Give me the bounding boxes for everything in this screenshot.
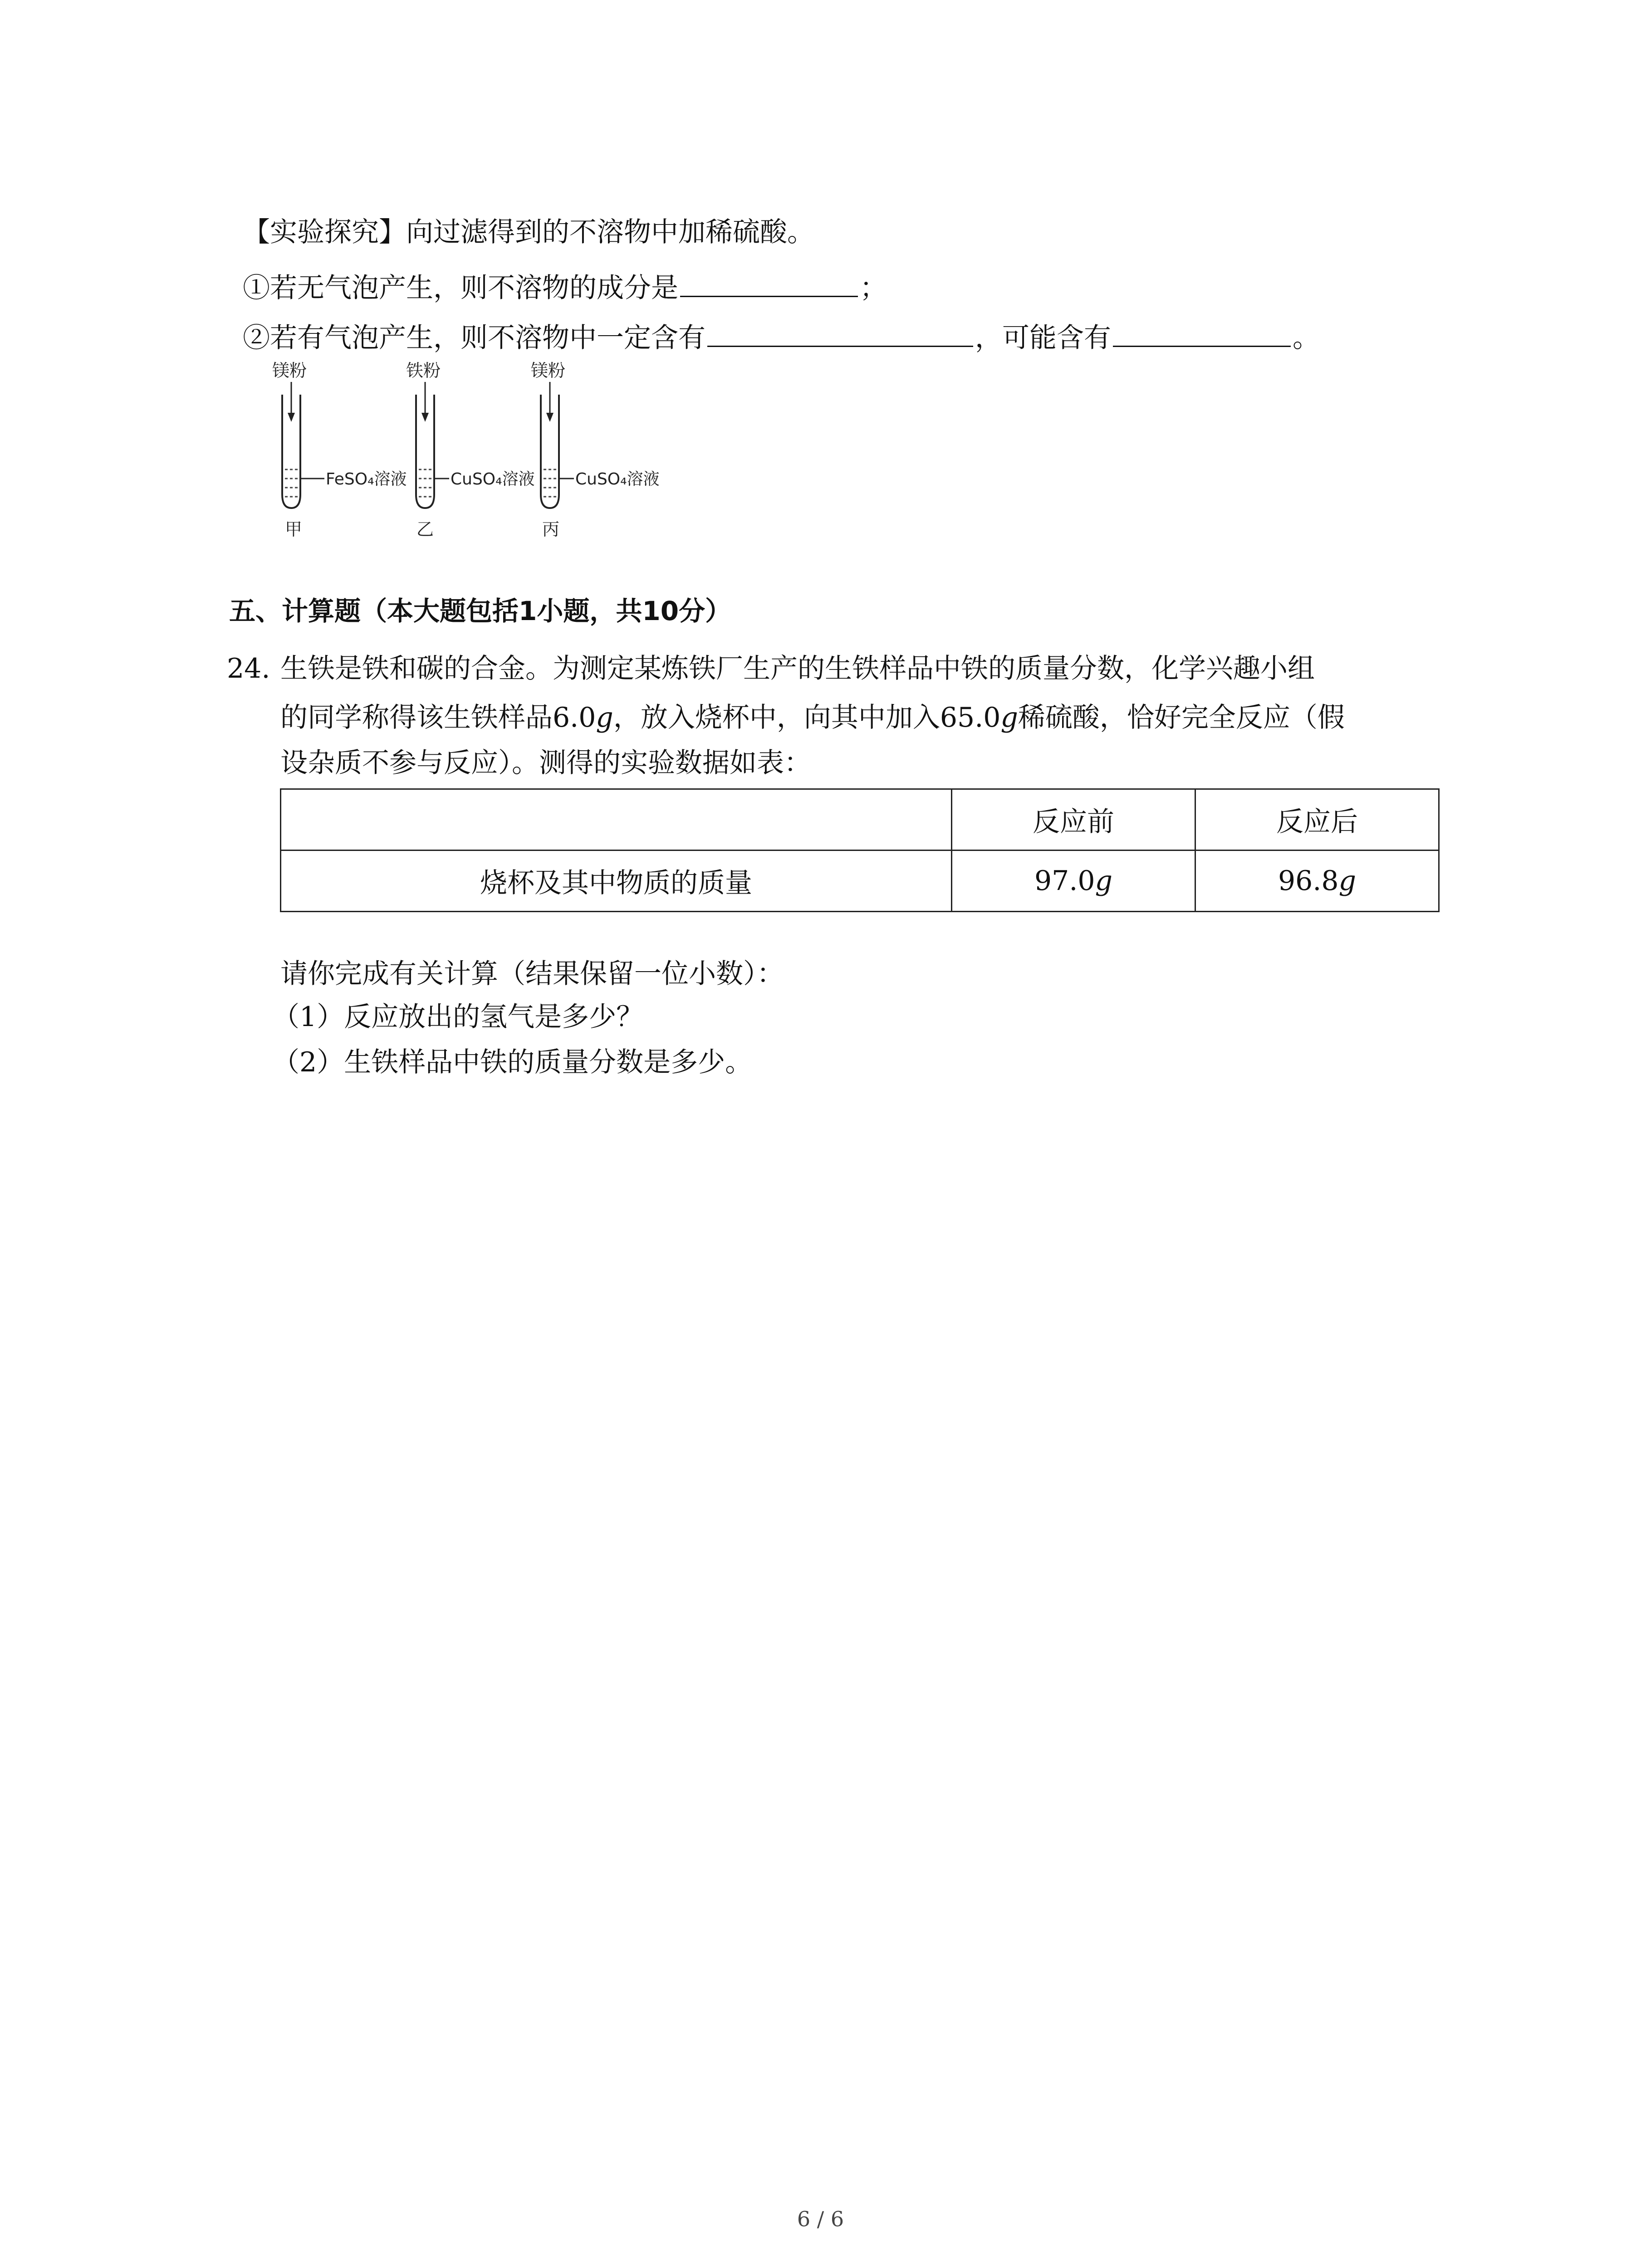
answer-blank-2[interactable] <box>707 318 973 347</box>
table-cell-after <box>1195 850 1439 912</box>
section-heading: 五、计算题（本大题包括1小题，共10分） <box>229 596 732 626</box>
experiment-line-3-end: 。 <box>1293 322 1320 354</box>
data-table <box>280 788 1440 912</box>
table-header-after: 反应后 <box>1195 789 1439 850</box>
before-value: 97.0 <box>1034 865 1095 897</box>
table-header-empty <box>281 789 952 850</box>
experiment-line-2 <box>243 268 887 307</box>
unit-g-1: g <box>596 702 613 733</box>
tube-2-name: 乙 <box>416 519 434 539</box>
test-tube-jia <box>272 361 407 539</box>
experiment-line-3-text: ②若有气泡产生，则不溶物中一定含有 <box>243 322 705 354</box>
test-tube-diagram <box>272 358 681 549</box>
question-line-2-a: 的同学称得该生铁样品6.0 <box>280 702 596 733</box>
answer-blank-1[interactable] <box>680 268 858 297</box>
question-line-1: 生铁是铁和碳的合金。为测定某炼铁厂生产的生铁样品中铁的质量分数，化学兴趣小组 <box>280 653 1315 684</box>
tube-2-arrow-head <box>421 413 429 422</box>
tube-3-powder-label: 镁粉 <box>531 361 566 381</box>
page-number: 6 / 6 <box>797 2207 844 2231</box>
tube-2-powder-label: 铁粉 <box>406 361 441 381</box>
sub-question-1: （1）反应放出的氢气是多少？ <box>272 1001 644 1033</box>
table-row <box>281 850 1439 912</box>
answer-blank-3[interactable] <box>1113 318 1291 347</box>
after-value: 96.8 <box>1278 865 1339 897</box>
tube-3-solution-label: CuSO₄溶液 <box>575 470 660 489</box>
tube-1-name: 甲 <box>285 519 303 539</box>
experiment-line-2-end: ； <box>860 272 887 304</box>
question-line-2-b: ，放入烧杯中，向其中加入65.0 <box>613 702 1001 733</box>
after-unit: g <box>1338 865 1356 897</box>
experiment-line-3 <box>243 318 1320 357</box>
before-unit: g <box>1095 865 1112 897</box>
test-tube-bing <box>531 361 660 539</box>
test-tube-yi <box>406 361 535 539</box>
tube-1-arrow-head <box>288 413 295 422</box>
experiment-line-3-mid: ，可能含有 <box>975 322 1111 354</box>
question-line-3: 设杂质不参与反应）。测得的实验数据如表： <box>280 747 811 779</box>
table-row-label: 烧杯及其中物质的质量 <box>281 850 952 912</box>
experiment-line-2-text: ①若无气泡产生，则不溶物的成分是 <box>243 272 678 304</box>
tube-2-solution-label: CuSO₄溶液 <box>451 470 535 489</box>
question-line-2-c: 稀硫酸，恰好完全反应（假 <box>1018 702 1345 733</box>
question-line-2 <box>280 699 1345 737</box>
table-header-row <box>281 789 1439 850</box>
table-header-before: 反应前 <box>952 789 1195 850</box>
table-cell-before <box>952 850 1195 912</box>
instruction-line: 请你完成有关计算（结果保留一位小数）： <box>280 958 784 990</box>
question-number: 24. <box>227 653 270 684</box>
tube-1-powder-label: 镁粉 <box>272 361 307 381</box>
tube-1-solution-label: FeSO₄溶液 <box>326 470 407 489</box>
tube-3-arrow-head <box>546 413 554 422</box>
sub-question-2: （2）生铁样品中铁的质量分数是多少。 <box>272 1046 753 1078</box>
experiment-line-1: 【实验探究】向过滤得到的不溶物中加稀硫酸。 <box>243 216 814 248</box>
tube-3-name: 丙 <box>542 519 560 539</box>
unit-g-2: g <box>1000 702 1018 733</box>
